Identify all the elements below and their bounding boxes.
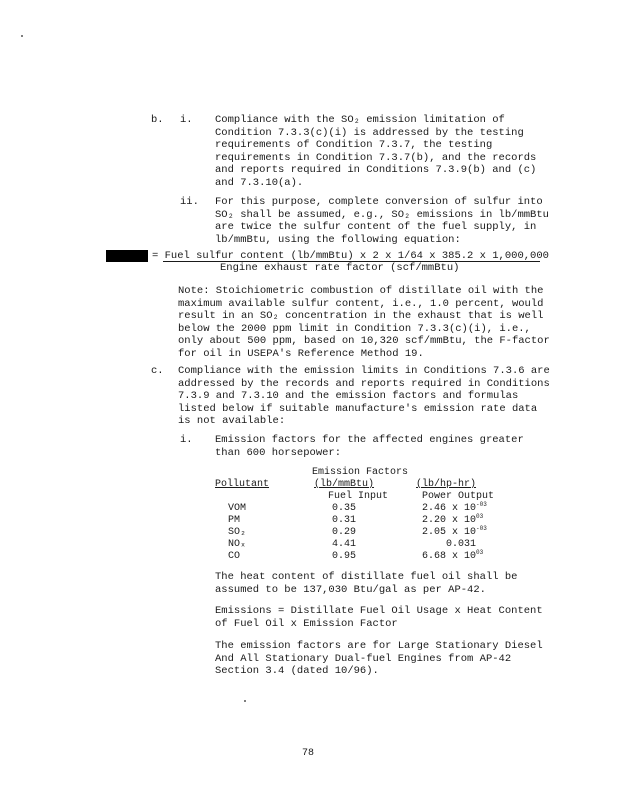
para-line: 7.3.9 and 7.3.10 and the emission factors and formulas: [178, 390, 519, 402]
emission-factor-source-paragraph: [215, 640, 543, 678]
table-cell-fuel-input: 0.95: [332, 551, 357, 562]
table-title: Emission Factors: [312, 467, 409, 478]
para-line: The emission factors are for Large Stationary Diesel: [215, 640, 543, 652]
table-cell-pollutant: NOₓ: [228, 539, 247, 550]
note-line: Note: Stoichiometric combustion of distillate oil with the: [178, 285, 544, 297]
power-output-exponent: -03: [476, 501, 487, 508]
para-line: and 7.3.10(a).: [215, 176, 304, 189]
section-b-letter: b.: [151, 114, 164, 126]
para-line: Compliance with the SO₂ emission limitation of: [215, 114, 505, 126]
power-output-exponent: 03: [476, 549, 484, 556]
table-cell-fuel-input: 0.35: [332, 503, 357, 514]
note-line: only about 500 ppm, based on 10,320 scf/mmBtu, the F-factor: [178, 335, 550, 347]
power-output-base: 2.46 x 10: [422, 503, 477, 514]
para-line: Condition 7.3.3(c)(i) is addressed by the testing: [215, 126, 524, 139]
para-line: listed below if suitable manufacture's emission rate data: [178, 402, 538, 415]
para-line: is not available:: [178, 415, 286, 427]
para-line: and reports required in Conditions 7.3.9(b) and (c): [215, 164, 537, 176]
note-line: for oil in USEPA's Reference Method 19.: [178, 347, 424, 360]
section-b-i-numeral: i.: [180, 114, 193, 126]
para-line: Section 3.4 (dated 10/96).: [215, 665, 379, 677]
power-output-exponent: -03: [476, 525, 487, 532]
section-c-i-numeral: i.: [180, 434, 193, 446]
col-header-lb-mmbtu: (lb/mmBtu): [314, 479, 375, 490]
table-cell-power-output: [422, 527, 487, 539]
power-output-base: 0.031: [446, 539, 477, 550]
emissions-formula-paragraph: [215, 605, 543, 630]
table-cell-pollutant: VOM: [228, 503, 247, 514]
heat-content-paragraph: [215, 571, 517, 596]
para-line: Emission factors for the affected engines greater: [215, 434, 524, 446]
equation-denominator: Engine exhaust rate factor (scf/mmBtu): [220, 262, 460, 274]
subheader-fuel-input: Fuel Input: [328, 491, 389, 502]
table-cell-fuel-input: 0.31: [332, 515, 357, 526]
note-line: below the 2000 ppm limit in Condition 7.3.3(c)(i), i.e.,: [178, 322, 531, 335]
para-line: requirements in Condition 7.3.7(b), and the records: [215, 151, 537, 164]
para-line: For this purpose, complete conversion of sulfur into: [215, 196, 543, 208]
table-cell-pollutant: SO₂: [228, 527, 247, 538]
para-line: The heat content of distillate fuel oil shall be: [215, 571, 518, 583]
note-line: result in an SO₂ concentration in the exhaust that is well: [178, 310, 544, 322]
table-cell-power-output: [422, 551, 483, 563]
table-cell-power-output: [422, 515, 483, 527]
para-line: requirements of Condition 7.3.7, the testing: [215, 139, 493, 151]
table-cell-fuel-input: 0.29: [332, 527, 357, 538]
para-line: addressed by the records and reports required in Conditions: [178, 377, 550, 390]
para-line: Emissions = Distillate Fuel Oil Usage x Heat Content: [215, 605, 543, 617]
para-line: lb/mmBtu, using the following equation:: [215, 233, 461, 246]
para-line: assumed to be 137,030 Btu/gal as per AP-42.: [215, 583, 486, 596]
subheader-power-output: Power Output: [422, 491, 495, 502]
para-line: SO₂ shall be assumed, e.g., SO₂ emissions in lb/mmBtu: [215, 208, 549, 221]
col-header-pollutant: Pollutant: [215, 479, 270, 490]
table-cell-power-output: [446, 539, 476, 551]
page-number: 78: [302, 748, 315, 759]
para-line: Compliance with the emission limits in Conditions 7.3.6 are: [178, 365, 550, 377]
table-cell-pollutant: CO: [228, 551, 241, 562]
note-line: maximum available sulfur content, i.e., 1.0 percent, would: [178, 297, 544, 310]
power-output-exponent: 03: [476, 513, 484, 520]
para-line: are twice the sulfur content of the fuel supply, in: [215, 221, 537, 233]
col-header-lb-hp-hr: (lb/hp-hr): [416, 479, 477, 490]
section-b-ii-numeral: ii.: [180, 196, 199, 208]
para-line: than 600 horsepower:: [215, 446, 342, 459]
para-line: And All Stationary Dual-fuel Engines from AP-42: [215, 652, 512, 665]
para-line: of Fuel Oil x Emission Factor: [215, 617, 398, 630]
table-cell-pollutant: PM: [228, 515, 241, 526]
power-output-base: 6.68 x 10: [422, 551, 477, 562]
power-output-base: 2.20 x 10: [422, 515, 477, 526]
equation-numerator-text: = Fuel sulfur content (lb/mmBtu) x 2 x 1/64 x 385.2 x 1,000,000: [152, 250, 549, 262]
table-cell-fuel-input: 4.41: [332, 539, 357, 550]
power-output-base: 2.05 x 10: [422, 527, 477, 538]
section-c-letter: c.: [151, 365, 164, 377]
